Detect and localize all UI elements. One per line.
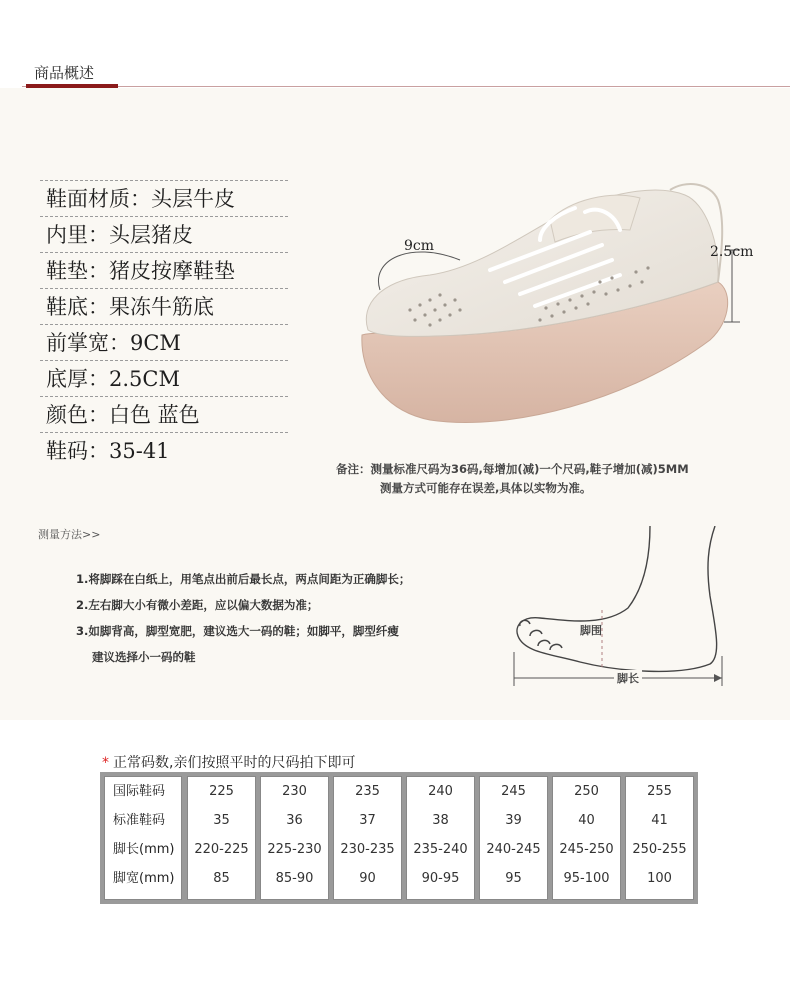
size-cell: 100 [647, 871, 672, 886]
section-header [0, 0, 790, 88]
shoe-image [340, 170, 780, 450]
size-cell: 90 [359, 871, 376, 886]
size-cell: 40 [578, 813, 595, 828]
spec-colors: 颜色：白色 蓝色 [40, 396, 288, 432]
size-cell: 85 [213, 871, 230, 886]
spec-lining: 内里：头层猪皮 [40, 216, 288, 252]
shoe-illustration [340, 170, 780, 450]
size-cell: 225 [209, 784, 234, 799]
size-cell: 235 [355, 784, 380, 799]
star-icon: * [102, 755, 109, 771]
size-cell: 90-95 [421, 871, 460, 886]
height-dimension-label: 2.5cm [710, 244, 754, 260]
foot-diagram [510, 526, 730, 696]
measurement-note [336, 460, 776, 498]
size-cell: 36 [286, 813, 303, 828]
section-title: 商品概述 [34, 64, 95, 82]
foot-length-label: 脚长 [614, 670, 642, 686]
spec-list [40, 180, 288, 468]
size-cell: 230 [282, 784, 307, 799]
measure-step: 3.如脚背高，脚型宽肥，建议选大一码的鞋；如脚平，脚型纤瘦 [76, 624, 399, 638]
size-column [479, 776, 548, 900]
note-line: 测量方式可能存在误差,具体以实物为准。 [380, 481, 592, 495]
size-cell: 230-235 [340, 842, 395, 857]
measure-step: 1.将脚踩在白纸上，用笔点出前后最长点，两点间距为正确脚长； [76, 572, 411, 586]
size-cell: 85-90 [275, 871, 314, 886]
spec-upper-material: 鞋面材质：头层牛皮 [40, 180, 288, 216]
size-table-header-column [104, 776, 182, 900]
header-divider [22, 86, 790, 87]
size-table-title-text: 正常码数,亲们按照平时的尺码拍下即可 [113, 755, 356, 771]
size-cell: 95 [505, 871, 522, 886]
size-cell: 39 [505, 813, 522, 828]
size-cell: 235-240 [413, 842, 468, 857]
size-table-title [102, 752, 355, 772]
size-cell: 41 [651, 813, 668, 828]
spec-insole: 鞋垫：猪皮按摩鞋垫 [40, 252, 288, 288]
size-cell: 255 [647, 784, 672, 799]
size-cell: 37 [359, 813, 376, 828]
size-column [406, 776, 475, 900]
size-cell: 240 [428, 784, 453, 799]
size-cell: 95-100 [563, 871, 610, 886]
row-header: 标准鞋码 [113, 813, 166, 828]
size-cell: 38 [432, 813, 449, 828]
size-cell: 250 [574, 784, 599, 799]
size-column [260, 776, 329, 900]
spec-sizes: 鞋码：35-41 [40, 432, 288, 468]
size-cell: 245-250 [559, 842, 614, 857]
size-column [333, 776, 402, 900]
size-cell: 240-245 [486, 842, 541, 857]
size-cell: 35 [213, 813, 230, 828]
measure-method-title: 测量方法>> [38, 528, 101, 541]
size-cell: 220-225 [194, 842, 249, 857]
size-column [552, 776, 621, 900]
measure-step: 2.左右脚大小有微小差距，应以偏大数据为准； [76, 598, 319, 612]
foot-girth-label: 脚围 [580, 624, 602, 637]
measure-steps [76, 566, 496, 670]
width-dimension-label: 9cm [404, 238, 435, 254]
size-cell: 225-230 [267, 842, 322, 857]
size-table [100, 772, 698, 904]
size-column [625, 776, 694, 900]
row-header: 国际鞋码 [113, 784, 166, 799]
spec-forefoot-width: 前掌宽：9CM [40, 324, 288, 360]
note-line: 备注：测量标准尺码为36码,每增加(减)一个尺码,鞋子增加(减)5MM [336, 462, 689, 476]
size-column [187, 776, 256, 900]
measure-step: 建议选择小一码的鞋 [92, 650, 196, 664]
spec-sole-thickness: 底厚：2.5CM [40, 360, 288, 396]
size-cell: 245 [501, 784, 526, 799]
row-header: 脚长(mm) [113, 842, 175, 857]
row-header: 脚宽(mm) [113, 871, 175, 886]
size-cell: 250-255 [632, 842, 687, 857]
spec-outsole: 鞋底：果冻牛筋底 [40, 288, 288, 324]
